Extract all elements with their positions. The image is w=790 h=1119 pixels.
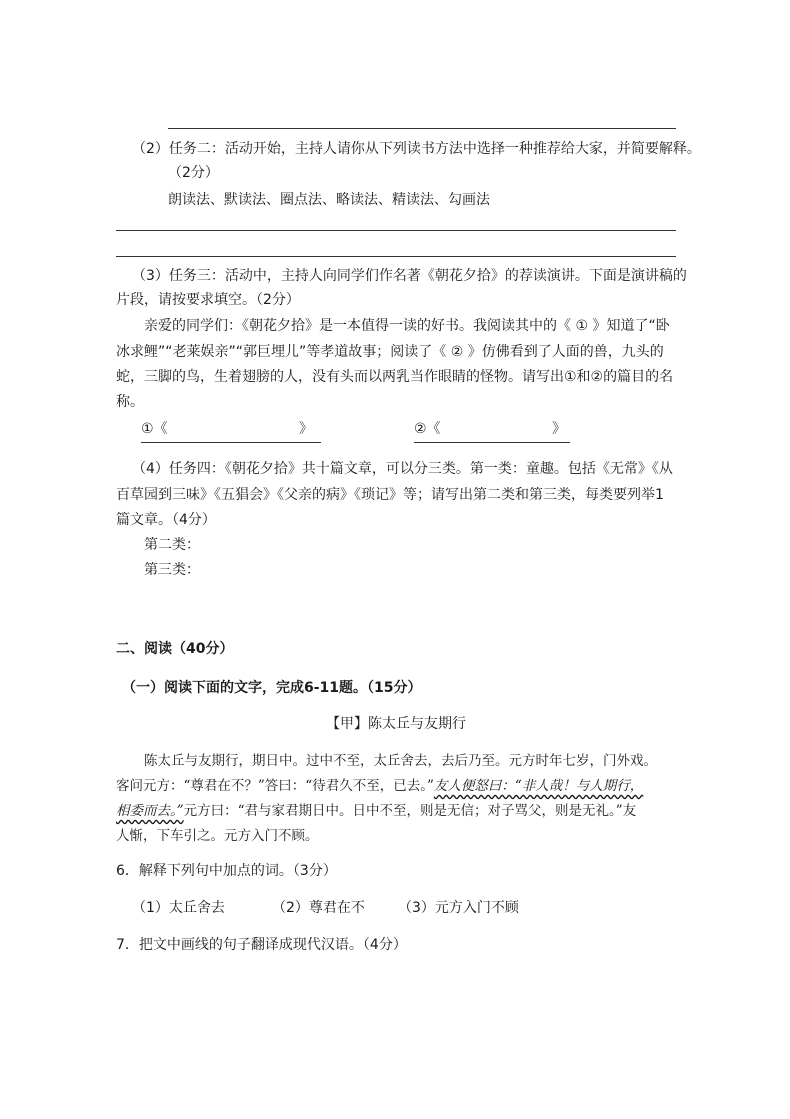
passage-title: 【甲】陈太丘与友期行 xyxy=(326,716,466,732)
task2-line1: （2）任务二：活动开始，主持人请你从下列读书方法中选择一种推荐给大家，并简要解释。 xyxy=(132,141,701,157)
task4-category2: 第二类： xyxy=(144,537,200,553)
task2-methods: 朗读法、默读法、圈点法、略读法、精读法、勾画法 xyxy=(168,192,490,208)
task4-line2: 百草园到三味》《五猖会》《父亲的病》《琐记》等；请写出第二类和第三类，每类要列举1 xyxy=(116,487,664,503)
task3-paragraph-line1: 亲爱的同学们：《朝花夕拾》是一本值得一读的好书。我阅读其中的《 ① 》知道了“卧 xyxy=(144,318,670,334)
question6-stem: 6．解释下列句中加点的词。（3分） xyxy=(116,863,337,879)
question6-item3: （3）元方入门不顾 xyxy=(398,900,519,916)
passage-line2-plain: 客问元方：“尊君在不？”答曰：“待君久不至，已去。” xyxy=(116,778,434,794)
task2-score: （2分） xyxy=(168,165,219,181)
passage-underlined-sentence-part1: 友人便怒曰：“非人哉！与人期行， xyxy=(433,778,644,794)
blank1-open: ①《 xyxy=(141,421,168,437)
task4-line3: 篇文章。（4分） xyxy=(116,512,216,528)
question6-item2: （2）尊君在不 xyxy=(272,900,365,916)
question6-item1: （1）太丘舍去 xyxy=(132,900,225,916)
task4-category3: 第三类： xyxy=(144,562,200,578)
task3-line1: （3）任务三：活动中，主持人向同学们作名著《朝花夕拾》的荐读演讲。下面是演讲稿的 xyxy=(132,268,687,284)
passage-line4: 人惭，下车引之。元方入门不顾。 xyxy=(116,828,319,844)
passage-underlined-sentence-part2: 相委而去。” xyxy=(116,803,184,819)
question7-stem: 7．把文中画线的句子翻译成现代汉语。（4分） xyxy=(116,937,407,953)
blank2-close: 》 xyxy=(552,421,566,437)
task3-line2: 片段，请按要求填空。（2分） xyxy=(116,292,300,308)
blank1-close: 》 xyxy=(299,421,313,437)
passage-line1: 陈太丘与友期行，期日中。过中不至，太丘舍去，去后乃至。元方时年七岁，门外戏。 xyxy=(144,753,657,769)
blank2-open: ②《 xyxy=(414,421,441,437)
section2-subheading: （一）阅读下面的文字，完成6-11题。（15分） xyxy=(122,680,422,696)
passage-line3 xyxy=(116,798,636,824)
passage-line3-plain: 元方曰：“君与家君期日中。日中不至，则是无信；对子骂父，则是无礼。”友 xyxy=(183,803,637,819)
passage-line2 xyxy=(116,773,643,799)
task4-line1: （4）任务四：《朝花夕拾》共十篇文章，可以分三类。第一类：童趣。包括《无常》《从 xyxy=(132,461,673,477)
task3-paragraph-line4: 称。 xyxy=(116,394,144,410)
task3-blank2[interactable] xyxy=(414,416,570,443)
task3-paragraph-line3: 蛇，三脚的鸟，生着翅膀的人，没有头而以两乳当作眼睛的怪物。请写出①和②的篇目的名 xyxy=(116,369,674,385)
task3-paragraph-line2: 冰求鲤”“老莱娱亲”“郭巨埋儿”等孝道故事；阅读了《 ② 》仿佛看到了人面的兽，九头的 xyxy=(116,344,664,360)
answer-line-task2-b xyxy=(116,256,676,257)
section2-heading: 二、阅读（40分） xyxy=(116,641,234,657)
answer-line-top xyxy=(168,128,676,129)
task3-blank1[interactable] xyxy=(141,416,321,443)
answer-line-task2-a xyxy=(116,230,676,231)
